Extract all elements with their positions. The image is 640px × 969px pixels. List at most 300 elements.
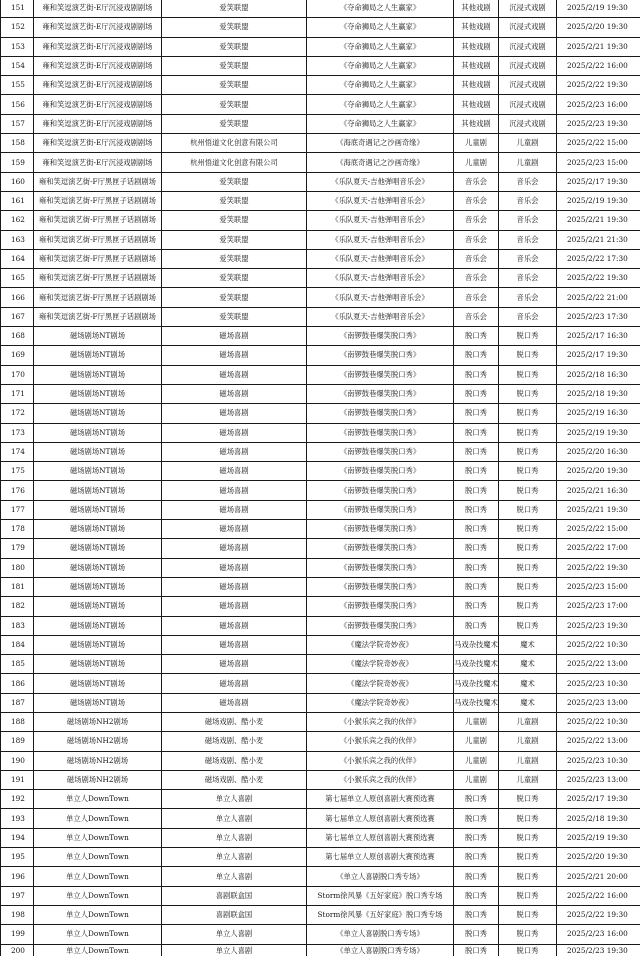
- category-cell: 音乐会: [454, 172, 499, 191]
- table-row: [1, 269, 640, 288]
- category-cell: 脱口秀: [454, 886, 499, 905]
- table-row: [1, 732, 640, 751]
- category-cell: 其他戏剧: [454, 18, 499, 37]
- table-row: [1, 886, 640, 905]
- datetime-cell: 2025/2/23 19:30: [557, 944, 640, 956]
- organizer-cell: 单立人喜剧: [162, 809, 307, 828]
- show-title-cell: 《夺命狮局之人生赢家》: [307, 95, 454, 114]
- show-title-cell: 《南锣鼓巷爆笑脱口秀》: [307, 346, 454, 365]
- genre-cell: 儿童剧: [499, 712, 557, 731]
- show-title-cell: 《乐队夏天-吉他弹唱音乐会》: [307, 288, 454, 307]
- organizer-cell: 磁场戏剧、酷小麦: [162, 712, 307, 731]
- datetime-cell: 2025/2/23 15:00: [557, 577, 640, 596]
- organizer-cell: 爱笑联盟: [162, 0, 307, 18]
- show-title-cell: 《南锣鼓巷爆笑脱口秀》: [307, 616, 454, 635]
- show-title-cell: 《海底奇遇记之沙画奇缘》: [307, 153, 454, 172]
- category-cell: 其他戏剧: [454, 76, 499, 95]
- genre-cell: 音乐会: [499, 249, 557, 268]
- row-number-cell: 198: [1, 905, 34, 924]
- genre-cell: 儿童剧: [499, 751, 557, 770]
- venue-cell: 磁场剧场NT剧场: [34, 539, 162, 558]
- category-cell: 儿童剧: [454, 770, 499, 789]
- organizer-cell: 喜剧联盒国: [162, 886, 307, 905]
- row-number-cell: 176: [1, 481, 34, 500]
- genre-cell: 脱口秀: [499, 828, 557, 847]
- category-cell: 脱口秀: [454, 423, 499, 442]
- genre-cell: 音乐会: [499, 269, 557, 288]
- row-number-cell: 178: [1, 520, 34, 539]
- venue-cell: 磁场剧场NT剧场: [34, 597, 162, 616]
- venue-cell: 磁场剧场NH2剧场: [34, 751, 162, 770]
- venue-cell: 雍和笑逗演艺街-F厅黑匣子话剧剧场: [34, 249, 162, 268]
- organizer-cell: 爱笑联盟: [162, 249, 307, 268]
- category-cell: 脱口秀: [454, 848, 499, 867]
- venue-cell: 雍和笑逗演艺街-E厅沉浸戏剧剧场: [34, 37, 162, 56]
- venue-cell: 磁场剧场NT剧场: [34, 674, 162, 693]
- datetime-cell: 2025/2/23 15:00: [557, 153, 640, 172]
- show-title-cell: 《南锣鼓巷爆笑脱口秀》: [307, 404, 454, 423]
- datetime-cell: 2025/2/19 19:30: [557, 0, 640, 18]
- table-row: [1, 693, 640, 712]
- category-cell: 音乐会: [454, 249, 499, 268]
- show-title-cell: 第七届单立人原创喜剧大赛预选赛: [307, 790, 454, 809]
- datetime-cell: 2025/2/17 19:30: [557, 346, 640, 365]
- show-title-cell: 《南锣鼓巷爆笑脱口秀》: [307, 539, 454, 558]
- show-title-cell: 《小猴乐宾之我的伙伴》: [307, 732, 454, 751]
- venue-cell: 雍和笑逗演艺街-F厅黑匣子话剧剧场: [34, 230, 162, 249]
- genre-cell: 沉浸式戏剧: [499, 18, 557, 37]
- genre-cell: 音乐会: [499, 172, 557, 191]
- category-cell: 马戏杂技魔术: [454, 635, 499, 654]
- row-number-cell: 167: [1, 307, 34, 326]
- datetime-cell: 2025/2/22 15:00: [557, 134, 640, 153]
- category-cell: 脱口秀: [454, 577, 499, 596]
- table-row: [1, 346, 640, 365]
- organizer-cell: 爱笑联盟: [162, 76, 307, 95]
- genre-cell: 音乐会: [499, 191, 557, 210]
- row-number-cell: 185: [1, 655, 34, 674]
- category-cell: 脱口秀: [454, 520, 499, 539]
- show-title-cell: 《南锣鼓巷爆笑脱口秀》: [307, 520, 454, 539]
- category-cell: 脱口秀: [454, 828, 499, 847]
- category-cell: 脱口秀: [454, 481, 499, 500]
- datetime-cell: 2025/2/17 19:30: [557, 172, 640, 191]
- datetime-cell: 2025/2/22 19:30: [557, 76, 640, 95]
- organizer-cell: 磁场喜剧: [162, 597, 307, 616]
- category-cell: 其他戏剧: [454, 0, 499, 18]
- genre-cell: 魔术: [499, 655, 557, 674]
- venue-cell: 雍和笑逗演艺街-E厅沉浸戏剧剧场: [34, 0, 162, 18]
- category-cell: 脱口秀: [454, 905, 499, 924]
- show-title-cell: 《南锣鼓巷爆笑脱口秀》: [307, 481, 454, 500]
- show-title-cell: 《夺命狮局之人生赢家》: [307, 0, 454, 18]
- organizer-cell: 爱笑联盟: [162, 172, 307, 191]
- venue-cell: 磁场剧场NT剧场: [34, 655, 162, 674]
- datetime-cell: 2025/2/23 17:30: [557, 307, 640, 326]
- datetime-cell: 2025/2/23 13:00: [557, 693, 640, 712]
- table-row: [1, 211, 640, 230]
- venue-cell: 雍和笑逗演艺街-E厅沉浸戏剧剧场: [34, 95, 162, 114]
- category-cell: 其他戏剧: [454, 114, 499, 133]
- venue-cell: 磁场剧场NH2剧场: [34, 712, 162, 731]
- category-cell: 脱口秀: [454, 944, 499, 956]
- show-title-cell: 《魔法学院奇妙夜》: [307, 674, 454, 693]
- genre-cell: 音乐会: [499, 307, 557, 326]
- datetime-cell: 2025/2/23 16:00: [557, 925, 640, 944]
- show-title-cell: 《南锣鼓巷爆笑脱口秀》: [307, 500, 454, 519]
- organizer-cell: 爱笑联盟: [162, 37, 307, 56]
- organizer-cell: 爱笑联盟: [162, 288, 307, 307]
- category-cell: 脱口秀: [454, 442, 499, 461]
- venue-cell: 单立人DownTown: [34, 944, 162, 956]
- show-title-cell: 《南锣鼓巷爆笑脱口秀》: [307, 365, 454, 384]
- table-row: [1, 828, 640, 847]
- datetime-cell: 2025/2/19 19:30: [557, 828, 640, 847]
- table-row: [1, 384, 640, 403]
- datetime-cell: 2025/2/22 17:00: [557, 539, 640, 558]
- show-title-cell: 《南锣鼓巷爆笑脱口秀》: [307, 558, 454, 577]
- genre-cell: 脱口秀: [499, 404, 557, 423]
- show-title-cell: 《乐队夏天-吉他弹唱音乐会》: [307, 307, 454, 326]
- genre-cell: 脱口秀: [499, 462, 557, 481]
- show-title-cell: 《小猴乐宾之我的伙伴》: [307, 712, 454, 731]
- datetime-cell: 2025/2/19 19:30: [557, 423, 640, 442]
- genre-cell: 儿童剧: [499, 770, 557, 789]
- organizer-cell: 磁场喜剧: [162, 655, 307, 674]
- organizer-cell: 爱笑联盟: [162, 114, 307, 133]
- show-title-cell: 《南锣鼓巷爆笑脱口秀》: [307, 327, 454, 346]
- show-title-cell: 《乐队夏天-吉他弹唱音乐会》: [307, 191, 454, 210]
- organizer-cell: 磁场喜剧: [162, 404, 307, 423]
- datetime-cell: 2025/2/19 16:30: [557, 404, 640, 423]
- table-row: [1, 558, 640, 577]
- venue-cell: 雍和笑逗演艺街-F厅黑匣子话剧剧场: [34, 288, 162, 307]
- genre-cell: 音乐会: [499, 211, 557, 230]
- datetime-cell: 2025/2/23 17:00: [557, 597, 640, 616]
- organizer-cell: 磁场喜剧: [162, 346, 307, 365]
- organizer-cell: 单立人喜剧: [162, 828, 307, 847]
- datetime-cell: 2025/2/22 13:00: [557, 655, 640, 674]
- category-cell: 脱口秀: [454, 558, 499, 577]
- datetime-cell: 2025/2/18 19:30: [557, 809, 640, 828]
- category-cell: 音乐会: [454, 230, 499, 249]
- row-number-cell: 154: [1, 56, 34, 75]
- category-cell: 脱口秀: [454, 500, 499, 519]
- genre-cell: 脱口秀: [499, 423, 557, 442]
- venue-cell: 雍和笑逗演艺街-F厅黑匣子话剧剧场: [34, 191, 162, 210]
- genre-cell: 脱口秀: [499, 442, 557, 461]
- show-title-cell: 《乐队夏天-吉他弹唱音乐会》: [307, 249, 454, 268]
- venue-cell: 单立人DownTown: [34, 790, 162, 809]
- datetime-cell: 2025/2/19 19:30: [557, 191, 640, 210]
- genre-cell: 脱口秀: [499, 790, 557, 809]
- show-title-cell: 《单立人喜剧脱口秀专场》: [307, 925, 454, 944]
- show-title-cell: 《魔法学院奇妙夜》: [307, 693, 454, 712]
- organizer-cell: 单立人喜剧: [162, 848, 307, 867]
- datetime-cell: 2025/2/22 19:30: [557, 269, 640, 288]
- show-title-cell: 《魔法学院奇妙夜》: [307, 635, 454, 654]
- venue-cell: 磁场剧场NT剧场: [34, 481, 162, 500]
- genre-cell: 沉浸式戏剧: [499, 0, 557, 18]
- datetime-cell: 2025/2/23 16:00: [557, 95, 640, 114]
- table-row: [1, 0, 640, 18]
- table-row: [1, 539, 640, 558]
- show-title-cell: 《夺命狮局之人生赢家》: [307, 56, 454, 75]
- organizer-cell: 磁场喜剧: [162, 693, 307, 712]
- table-row: [1, 867, 640, 886]
- row-number-cell: 191: [1, 770, 34, 789]
- venue-cell: 磁场剧场NT剧场: [34, 635, 162, 654]
- datetime-cell: 2025/2/22 19:30: [557, 558, 640, 577]
- genre-cell: 脱口秀: [499, 520, 557, 539]
- row-number-cell: 179: [1, 539, 34, 558]
- venue-cell: 单立人DownTown: [34, 848, 162, 867]
- row-number-cell: 169: [1, 346, 34, 365]
- organizer-cell: 爱笑联盟: [162, 230, 307, 249]
- show-title-cell: 《乐队夏天-吉他弹唱音乐会》: [307, 269, 454, 288]
- show-title-cell: Storm徐风暴《五好家庭》脱口秀专场: [307, 886, 454, 905]
- genre-cell: 脱口秀: [499, 577, 557, 596]
- row-number-cell: 200: [1, 944, 34, 956]
- show-title-cell: 《乐队夏天-吉他弹唱音乐会》: [307, 211, 454, 230]
- organizer-cell: 磁场戏剧、酷小麦: [162, 770, 307, 789]
- venue-cell: 磁场剧场NT剧场: [34, 442, 162, 461]
- datetime-cell: 2025/2/18 16:30: [557, 365, 640, 384]
- row-number-cell: 170: [1, 365, 34, 384]
- datetime-cell: 2025/2/22 19:30: [557, 905, 640, 924]
- table-row: [1, 423, 640, 442]
- table-row: [1, 944, 640, 956]
- genre-cell: 脱口秀: [499, 481, 557, 500]
- genre-cell: 脱口秀: [499, 944, 557, 956]
- genre-cell: 脱口秀: [499, 886, 557, 905]
- table-row: [1, 925, 640, 944]
- venue-cell: 磁场剧场NT剧场: [34, 577, 162, 596]
- category-cell: 马戏杂技魔术: [454, 693, 499, 712]
- venue-cell: 磁场剧场NT剧场: [34, 327, 162, 346]
- table-row: [1, 191, 640, 210]
- row-number-cell: 181: [1, 577, 34, 596]
- venue-cell: 磁场剧场NT剧场: [34, 346, 162, 365]
- datetime-cell: 2025/2/23 19:30: [557, 616, 640, 635]
- venue-cell: 磁场剧场NH2剧场: [34, 770, 162, 789]
- category-cell: 脱口秀: [454, 539, 499, 558]
- row-number-cell: 184: [1, 635, 34, 654]
- organizer-cell: 爱笑联盟: [162, 269, 307, 288]
- row-number-cell: 195: [1, 848, 34, 867]
- table-row: [1, 134, 640, 153]
- row-number-cell: 159: [1, 153, 34, 172]
- datetime-cell: 2025/2/21 21:30: [557, 230, 640, 249]
- category-cell: 脱口秀: [454, 867, 499, 886]
- genre-cell: 沉浸式戏剧: [499, 56, 557, 75]
- show-title-cell: 第七届单立人原创喜剧大赛预选赛: [307, 848, 454, 867]
- table-row: [1, 500, 640, 519]
- table-row: [1, 790, 640, 809]
- venue-cell: 雍和笑逗演艺街-E厅沉浸戏剧剧场: [34, 114, 162, 133]
- venue-cell: 磁场剧场NT剧场: [34, 693, 162, 712]
- datetime-cell: 2025/2/20 16:30: [557, 442, 640, 461]
- table-body: [1, 0, 640, 956]
- organizer-cell: 爱笑联盟: [162, 307, 307, 326]
- table-row: [1, 172, 640, 191]
- genre-cell: 脱口秀: [499, 616, 557, 635]
- datetime-cell: 2025/2/17 19:30: [557, 790, 640, 809]
- show-title-cell: 《单立人喜剧脱口秀专场》: [307, 944, 454, 956]
- organizer-cell: 单立人喜剧: [162, 944, 307, 956]
- category-cell: 脱口秀: [454, 365, 499, 384]
- genre-cell: 魔术: [499, 693, 557, 712]
- show-title-cell: 《海底奇遇记之沙画奇缘》: [307, 134, 454, 153]
- venue-cell: 单立人DownTown: [34, 867, 162, 886]
- table-row: [1, 635, 640, 654]
- row-number-cell: 175: [1, 462, 34, 481]
- category-cell: 脱口秀: [454, 925, 499, 944]
- venue-cell: 单立人DownTown: [34, 828, 162, 847]
- table-row: [1, 712, 640, 731]
- table-row: [1, 153, 640, 172]
- category-cell: 脱口秀: [454, 346, 499, 365]
- show-title-cell: 《南锣鼓巷爆笑脱口秀》: [307, 577, 454, 596]
- row-number-cell: 193: [1, 809, 34, 828]
- venue-cell: 磁场剧场NT剧场: [34, 423, 162, 442]
- genre-cell: 魔术: [499, 635, 557, 654]
- row-number-cell: 177: [1, 500, 34, 519]
- genre-cell: 脱口秀: [499, 558, 557, 577]
- show-title-cell: 《乐队夏天-吉他弹唱音乐会》: [307, 172, 454, 191]
- row-number-cell: 168: [1, 327, 34, 346]
- show-title-cell: 《南锣鼓巷爆笑脱口秀》: [307, 462, 454, 481]
- venue-cell: 雍和笑逗演艺街-F厅黑匣子话剧剧场: [34, 211, 162, 230]
- row-number-cell: 173: [1, 423, 34, 442]
- show-title-cell: 《夺命狮局之人生赢家》: [307, 18, 454, 37]
- row-number-cell: 158: [1, 134, 34, 153]
- category-cell: 脱口秀: [454, 462, 499, 481]
- datetime-cell: 2025/2/23 13:00: [557, 770, 640, 789]
- row-number-cell: 192: [1, 790, 34, 809]
- venue-cell: 磁场剧场NT剧场: [34, 404, 162, 423]
- category-cell: 音乐会: [454, 191, 499, 210]
- organizer-cell: 磁场喜剧: [162, 384, 307, 403]
- venue-cell: 磁场剧场NT剧场: [34, 520, 162, 539]
- show-title-cell: 《南锣鼓巷爆笑脱口秀》: [307, 384, 454, 403]
- organizer-cell: 磁场戏剧、酷小麦: [162, 732, 307, 751]
- venue-cell: 单立人DownTown: [34, 925, 162, 944]
- row-number-cell: 155: [1, 76, 34, 95]
- category-cell: 脱口秀: [454, 616, 499, 635]
- genre-cell: 音乐会: [499, 230, 557, 249]
- category-cell: 音乐会: [454, 288, 499, 307]
- table-row: [1, 462, 640, 481]
- category-cell: 音乐会: [454, 307, 499, 326]
- table-row: [1, 114, 640, 133]
- table-row: [1, 56, 640, 75]
- table-row: [1, 404, 640, 423]
- table-row: [1, 230, 640, 249]
- show-title-cell: 《南锣鼓巷爆笑脱口秀》: [307, 423, 454, 442]
- category-cell: 儿童剧: [454, 732, 499, 751]
- venue-cell: 单立人DownTown: [34, 809, 162, 828]
- organizer-cell: 磁场喜剧: [162, 365, 307, 384]
- organizer-cell: 磁场喜剧: [162, 635, 307, 654]
- datetime-cell: 2025/2/23 10:30: [557, 674, 640, 693]
- category-cell: 儿童剧: [454, 153, 499, 172]
- row-number-cell: 172: [1, 404, 34, 423]
- venue-cell: 磁场剧场NT剧场: [34, 616, 162, 635]
- category-cell: 脱口秀: [454, 790, 499, 809]
- genre-cell: 脱口秀: [499, 905, 557, 924]
- genre-cell: 沉浸式戏剧: [499, 95, 557, 114]
- venue-cell: 单立人DownTown: [34, 905, 162, 924]
- organizer-cell: 磁场喜剧: [162, 442, 307, 461]
- row-number-cell: 199: [1, 925, 34, 944]
- table-row: [1, 597, 640, 616]
- genre-cell: 脱口秀: [499, 925, 557, 944]
- table-row: [1, 307, 640, 326]
- organizer-cell: 单立人喜剧: [162, 790, 307, 809]
- venue-cell: 磁场剧场NT剧场: [34, 500, 162, 519]
- table-row: [1, 848, 640, 867]
- row-number-cell: 182: [1, 597, 34, 616]
- genre-cell: 脱口秀: [499, 384, 557, 403]
- organizer-cell: 爱笑联盟: [162, 95, 307, 114]
- organizer-cell: 喜剧联盒国: [162, 905, 307, 924]
- show-title-cell: 《夺命狮局之人生赢家》: [307, 37, 454, 56]
- category-cell: 儿童剧: [454, 712, 499, 731]
- organizer-cell: 磁场喜剧: [162, 327, 307, 346]
- datetime-cell: 2025/2/22 16:00: [557, 886, 640, 905]
- category-cell: 儿童剧: [454, 134, 499, 153]
- row-number-cell: 166: [1, 288, 34, 307]
- table-row: [1, 442, 640, 461]
- organizer-cell: 磁场戏剧、酷小麦: [162, 751, 307, 770]
- genre-cell: 儿童剧: [499, 134, 557, 153]
- category-cell: 马戏杂技魔术: [454, 655, 499, 674]
- table-row: [1, 481, 640, 500]
- genre-cell: 儿童剧: [499, 732, 557, 751]
- datetime-cell: 2025/2/22 21:00: [557, 288, 640, 307]
- row-number-cell: 183: [1, 616, 34, 635]
- table-row: [1, 770, 640, 789]
- table-row: [1, 655, 640, 674]
- datetime-cell: 2025/2/20 19:30: [557, 848, 640, 867]
- organizer-cell: 磁场喜剧: [162, 423, 307, 442]
- venue-cell: 单立人DownTown: [34, 886, 162, 905]
- genre-cell: 脱口秀: [499, 809, 557, 828]
- table-row: [1, 577, 640, 596]
- genre-cell: 脱口秀: [499, 867, 557, 886]
- table-row: [1, 249, 640, 268]
- row-number-cell: 165: [1, 269, 34, 288]
- datetime-cell: 2025/2/22 17:30: [557, 249, 640, 268]
- venue-cell: 雍和笑逗演艺街-E厅沉浸戏剧剧场: [34, 18, 162, 37]
- row-number-cell: 174: [1, 442, 34, 461]
- organizer-cell: 爱笑联盟: [162, 211, 307, 230]
- table-row: [1, 95, 640, 114]
- datetime-cell: 2025/2/20 19:30: [557, 462, 640, 481]
- show-title-cell: 《夺命狮局之人生赢家》: [307, 76, 454, 95]
- row-number-cell: 161: [1, 191, 34, 210]
- table-row: [1, 327, 640, 346]
- show-title-cell: 《小猴乐宾之我的伙伴》: [307, 751, 454, 770]
- category-cell: 其他戏剧: [454, 95, 499, 114]
- category-cell: 其他戏剧: [454, 56, 499, 75]
- category-cell: 音乐会: [454, 269, 499, 288]
- row-number-cell: 153: [1, 37, 34, 56]
- genre-cell: 沉浸式戏剧: [499, 76, 557, 95]
- organizer-cell: 单立人喜剧: [162, 925, 307, 944]
- table-row: [1, 18, 640, 37]
